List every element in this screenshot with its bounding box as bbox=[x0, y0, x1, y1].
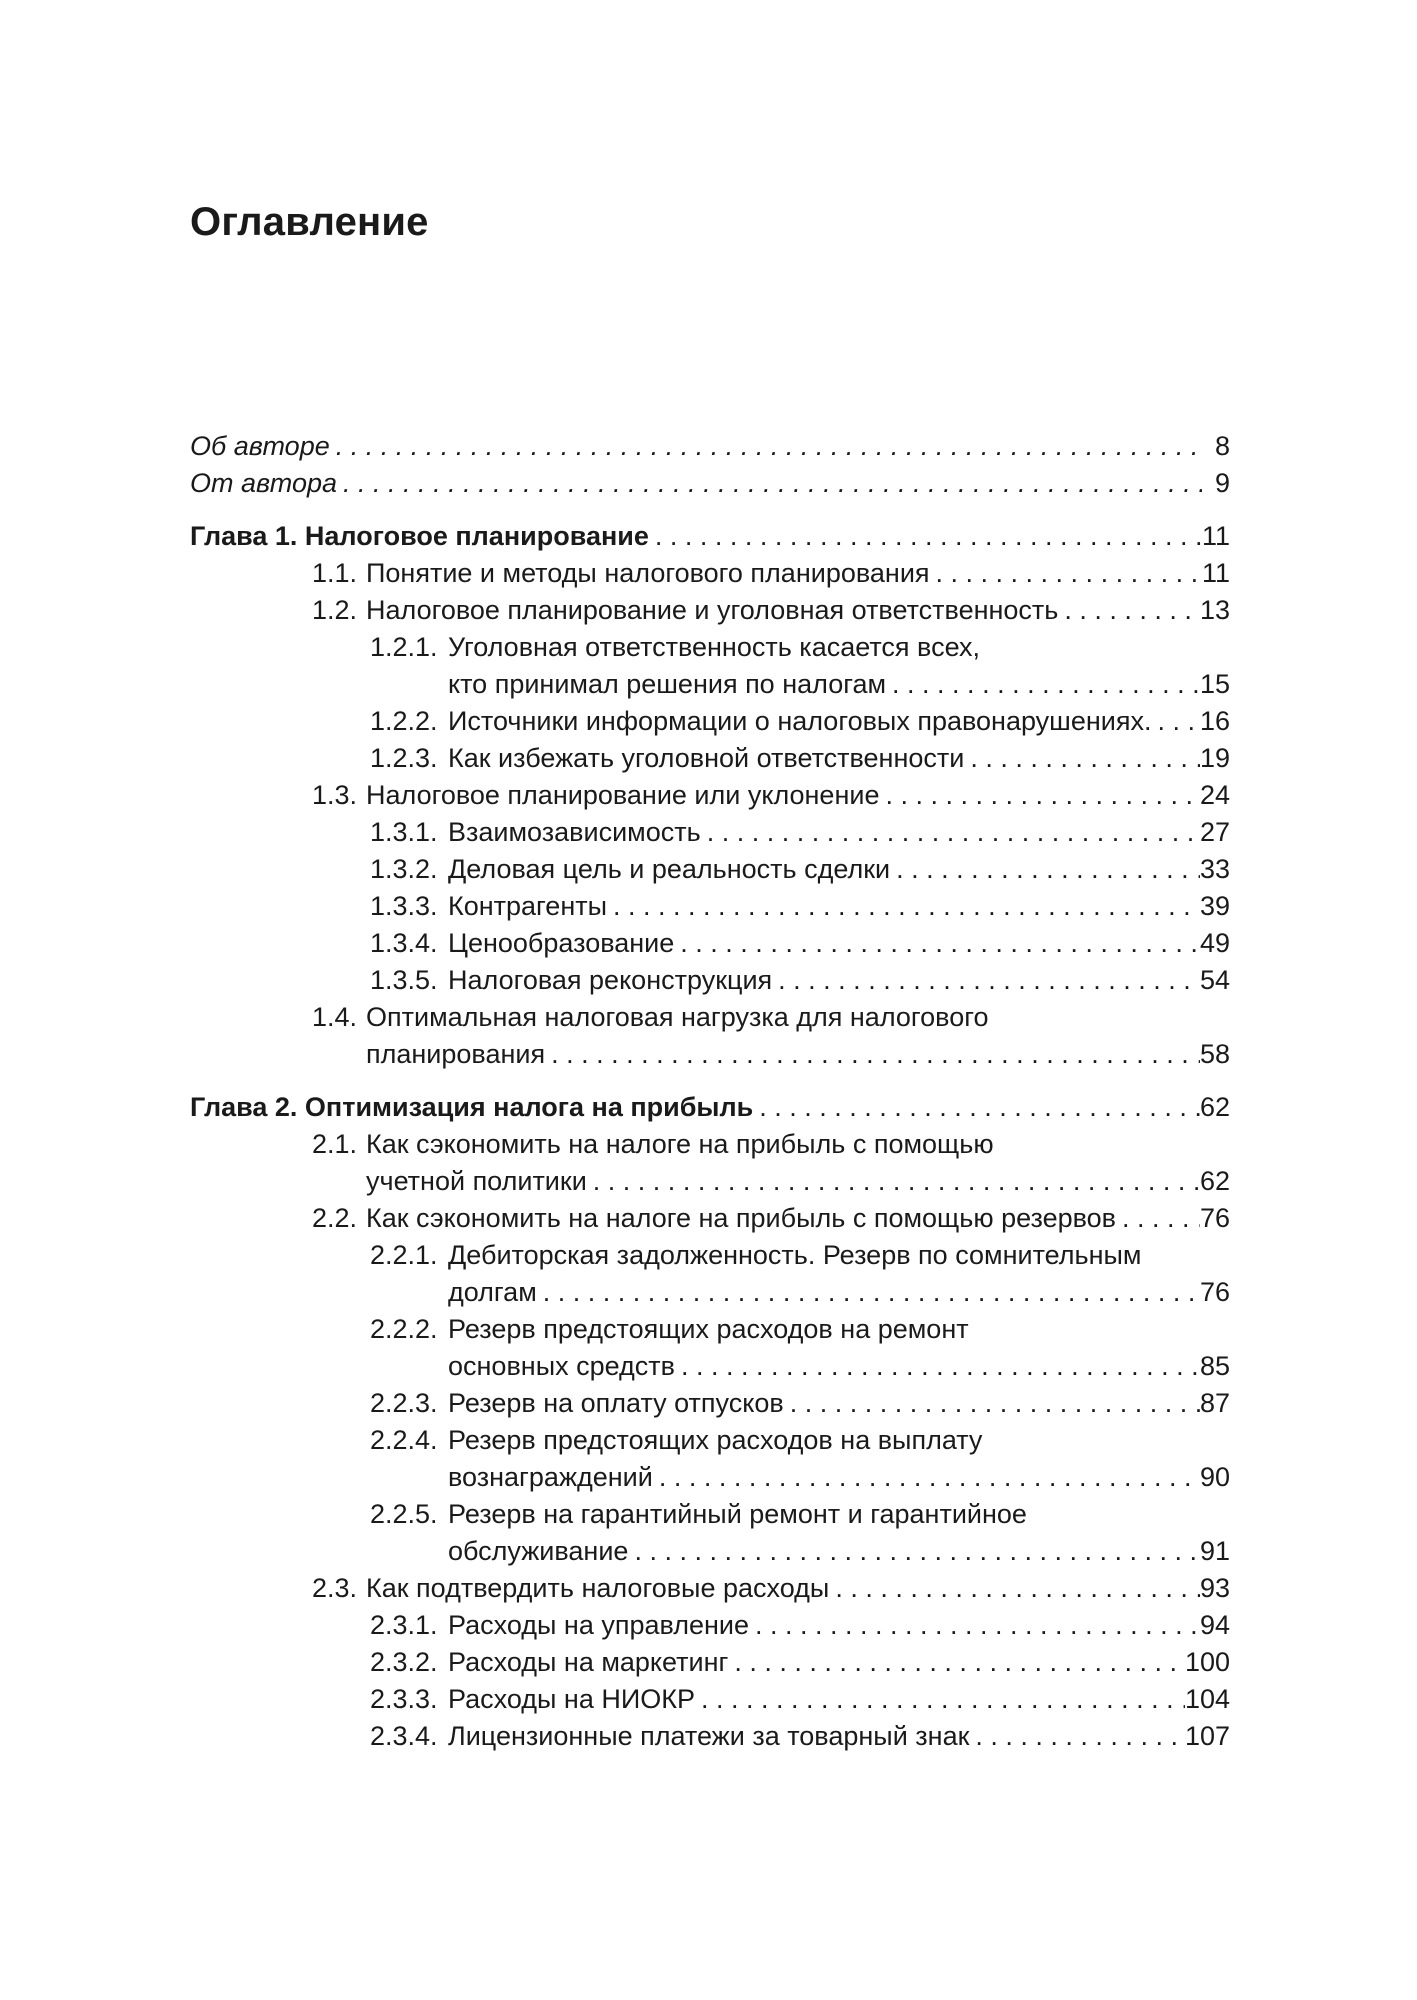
toc-label: Источники информации о налоговых правонарушениях. bbox=[448, 706, 1152, 736]
toc-number: 1.3.4. bbox=[370, 928, 438, 958]
dot-leader bbox=[964, 740, 1200, 777]
toc-number: 1.3.2. bbox=[370, 854, 438, 884]
toc-page: 93 bbox=[1199, 1573, 1230, 1603]
toc-label-line1: Дебиторская задолженность. Резерв по сомнительным bbox=[448, 1240, 1142, 1270]
toc-label-line1: Резерв предстоящих расходов на выплату bbox=[448, 1425, 983, 1455]
toc-number: 2.3. bbox=[312, 1573, 358, 1603]
toc-number: 2.2. bbox=[312, 1203, 358, 1233]
toc-label-line1: Резерв на гарантийный ремонт и гарантийное bbox=[448, 1499, 1027, 1529]
dot-leader bbox=[607, 888, 1200, 925]
dot-leader bbox=[930, 555, 1202, 592]
toc-number: 2.2.4. bbox=[370, 1425, 438, 1455]
toc-label: Об авторе bbox=[190, 431, 330, 461]
toc-page: 104 bbox=[1184, 1684, 1230, 1714]
toc-entry-1-2-3[interactable] bbox=[190, 740, 1230, 777]
toc-page: 24 bbox=[1199, 780, 1230, 810]
toc-label-line2: основных средств bbox=[448, 1351, 676, 1381]
toc-page: 49 bbox=[1199, 928, 1230, 958]
toc-page: 33 bbox=[1199, 854, 1230, 884]
toc-number: 1.3.3. bbox=[370, 891, 438, 921]
toc-number: 1.2.3. bbox=[370, 743, 438, 773]
table-of-contents bbox=[190, 428, 1230, 1755]
toc-label-line2: учетной политики bbox=[366, 1166, 587, 1196]
toc-page: 9 bbox=[1214, 468, 1230, 498]
toc-label: Лицензионные платежи за товарный знак bbox=[448, 1721, 970, 1751]
dot-leader bbox=[879, 777, 1199, 814]
toc-page: 13 bbox=[1199, 595, 1230, 625]
dot-leader bbox=[772, 962, 1200, 999]
toc-entry-2-3-1[interactable] bbox=[190, 1607, 1230, 1644]
dot-leader bbox=[749, 1607, 1200, 1644]
dot-leader bbox=[1151, 703, 1199, 740]
toc-entry-1-1[interactable] bbox=[190, 555, 1230, 592]
toc-number: 2.1. bbox=[312, 1129, 358, 1159]
dot-leader bbox=[886, 666, 1200, 703]
toc-entry-2-3-4[interactable] bbox=[190, 1718, 1230, 1755]
toc-label: Как подтвердить налоговые расходы bbox=[366, 1573, 830, 1603]
toc-number: 1.3. bbox=[312, 780, 358, 810]
toc-entry-2-2-2[interactable] bbox=[190, 1311, 1230, 1385]
dot-leader bbox=[1058, 592, 1200, 629]
toc-page: 8 bbox=[1214, 431, 1230, 461]
toc-label: Расходы на маркетинг bbox=[448, 1647, 729, 1677]
toc-page: 15 bbox=[1199, 669, 1230, 699]
toc-label: Деловая цель и реальность сделки bbox=[448, 854, 891, 884]
toc-entry-1-2-1[interactable] bbox=[190, 629, 1230, 703]
toc-entry-1-3-5[interactable] bbox=[190, 962, 1230, 999]
toc-label: Расходы на управление bbox=[448, 1610, 749, 1640]
toc-label-line2: обслуживание bbox=[448, 1536, 629, 1566]
toc-entry-2-3-2[interactable] bbox=[190, 1644, 1230, 1681]
toc-entry-2-2-3[interactable] bbox=[190, 1385, 1230, 1422]
dot-leader bbox=[537, 1274, 1200, 1311]
toc-page: 107 bbox=[1184, 1721, 1230, 1751]
toc-entry-1-3[interactable] bbox=[190, 777, 1230, 814]
toc-label: Налоговое планирование и уголовная ответственность bbox=[366, 595, 1059, 625]
toc-label: Как сэкономить на налоге на прибыль с помощью резервов bbox=[366, 1203, 1117, 1233]
toc-entry-1-3-2[interactable] bbox=[190, 851, 1230, 888]
toc-entry-1-2[interactable] bbox=[190, 592, 1230, 629]
toc-entry-1-4[interactable] bbox=[190, 999, 1230, 1073]
toc-page: 91 bbox=[1199, 1536, 1230, 1566]
toc-entry-from-author[interactable] bbox=[190, 465, 1230, 502]
toc-entry-2-2[interactable] bbox=[190, 1200, 1230, 1237]
toc-page: 11 bbox=[1201, 558, 1230, 588]
toc-number: 2.3.1. bbox=[370, 1610, 438, 1640]
toc-chapter-1[interactable] bbox=[190, 518, 1230, 555]
toc-page: 11 bbox=[1201, 521, 1230, 551]
toc-number: 1.2. bbox=[312, 595, 358, 625]
dot-leader bbox=[675, 1348, 1200, 1385]
toc-entry-2-1[interactable] bbox=[190, 1126, 1230, 1200]
toc-label: Контрагенты bbox=[448, 891, 608, 921]
dot-leader bbox=[829, 1570, 1200, 1607]
toc-number: 2.2.1. bbox=[370, 1240, 438, 1270]
toc-page: 87 bbox=[1199, 1388, 1230, 1418]
toc-page: 90 bbox=[1199, 1462, 1230, 1492]
toc-label-line2: вознаграждений bbox=[448, 1462, 653, 1492]
toc-label: Взаимозависимость bbox=[448, 817, 701, 847]
dot-leader bbox=[337, 465, 1202, 502]
toc-label: Налоговая реконструкция bbox=[448, 965, 773, 995]
toc-page: 58 bbox=[1199, 1039, 1230, 1069]
toc-number: 1.3.1. bbox=[370, 817, 438, 847]
toc-number: 1.3.5. bbox=[370, 965, 438, 995]
dot-leader bbox=[728, 1644, 1185, 1681]
toc-entry-2-3[interactable] bbox=[190, 1570, 1230, 1607]
toc-label: От автора bbox=[190, 468, 338, 498]
dot-leader bbox=[628, 1533, 1200, 1570]
toc-page: 27 bbox=[1199, 817, 1230, 847]
toc-entry-1-2-2[interactable] bbox=[190, 703, 1230, 740]
toc-page: 76 bbox=[1199, 1203, 1230, 1233]
toc-label-line1: Оптимальная налоговая нагрузка для налогового bbox=[366, 1002, 989, 1032]
toc-number: 1.4. bbox=[312, 1002, 358, 1032]
toc-entry-2-2-5[interactable] bbox=[190, 1496, 1230, 1570]
toc-label-line2: долгам bbox=[448, 1277, 537, 1307]
toc-page: 19 bbox=[1199, 743, 1230, 773]
toc-label: Глава 1. Налоговое планирование bbox=[190, 521, 649, 551]
toc-label: Налоговое планирование или уклонение bbox=[366, 780, 880, 810]
toc-page: 62 bbox=[1199, 1166, 1230, 1196]
toc-page: 54 bbox=[1199, 965, 1230, 995]
toc-number: 2.3.2. bbox=[370, 1647, 438, 1677]
toc-page: 62 bbox=[1199, 1092, 1230, 1122]
toc-label-line1: Резерв предстоящих расходов на ремонт bbox=[448, 1314, 969, 1344]
toc-label: Как избежать уголовной ответственности bbox=[448, 743, 965, 773]
toc-entry-1-3-4[interactable] bbox=[190, 925, 1230, 962]
dot-leader bbox=[753, 1089, 1200, 1126]
dot-leader bbox=[674, 925, 1200, 962]
dot-leader bbox=[649, 518, 1202, 555]
toc-number: 1.1. bbox=[312, 558, 358, 588]
toc-page: 76 bbox=[1199, 1277, 1230, 1307]
dot-leader bbox=[653, 1459, 1200, 1496]
toc-label: Резерв на оплату отпусков bbox=[448, 1388, 784, 1418]
toc-chapter-2[interactable] bbox=[190, 1089, 1230, 1126]
dot-leader bbox=[330, 428, 1202, 465]
dot-leader bbox=[701, 814, 1200, 851]
toc-entry-2-3-3[interactable] bbox=[190, 1681, 1230, 1718]
page-title: Оглавление bbox=[190, 200, 429, 244]
toc-label: Понятие и методы налогового планирования bbox=[366, 558, 930, 588]
toc-number: 2.2.5. bbox=[370, 1499, 438, 1529]
toc-label-line2: планирования bbox=[366, 1039, 546, 1069]
toc-page: 100 bbox=[1184, 1647, 1230, 1677]
toc-number: 2.3.3. bbox=[370, 1684, 438, 1714]
toc-number: 2.3.4. bbox=[370, 1721, 438, 1751]
toc-number: 2.2.3. bbox=[370, 1388, 438, 1418]
toc-entry-2-2-1[interactable] bbox=[190, 1237, 1230, 1311]
toc-label: Ценообразование bbox=[448, 928, 675, 958]
dot-leader bbox=[695, 1681, 1185, 1718]
toc-label-line1: Как сэкономить на налоге на прибыль с помощью bbox=[366, 1129, 994, 1159]
toc-page: 94 bbox=[1199, 1610, 1230, 1640]
toc-number: 2.2.2. bbox=[370, 1314, 438, 1344]
toc-entry-about-author[interactable] bbox=[190, 428, 1230, 465]
dot-leader bbox=[784, 1385, 1200, 1422]
dot-leader bbox=[890, 851, 1200, 888]
dot-leader bbox=[969, 1718, 1185, 1755]
dot-leader bbox=[587, 1163, 1200, 1200]
toc-entry-1-3-3[interactable] bbox=[190, 888, 1230, 925]
toc-label: Глава 2. Оптимизация налога на прибыль bbox=[190, 1092, 754, 1122]
toc-label-line1: Уголовная ответственность касается всех, bbox=[448, 632, 980, 662]
dot-leader bbox=[1116, 1200, 1200, 1237]
toc-label: Расходы на НИОКР bbox=[448, 1684, 695, 1714]
toc-number: 1.2.1. bbox=[370, 632, 438, 662]
toc-number: 1.2.2. bbox=[370, 706, 438, 736]
toc-label-line2: кто принимал решения по налогам bbox=[448, 669, 887, 699]
toc-page: 16 bbox=[1199, 706, 1230, 736]
toc-entry-2-2-4[interactable] bbox=[190, 1422, 1230, 1496]
toc-page: 39 bbox=[1199, 891, 1230, 921]
toc-entry-1-3-1[interactable] bbox=[190, 814, 1230, 851]
dot-leader bbox=[545, 1036, 1200, 1073]
toc-page: 85 bbox=[1199, 1351, 1230, 1381]
